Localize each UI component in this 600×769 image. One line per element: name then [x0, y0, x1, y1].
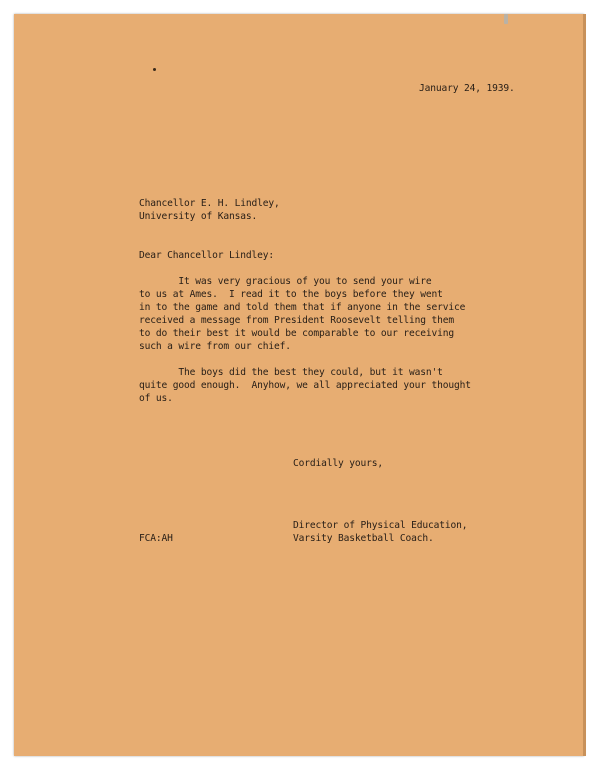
paragraph-2-line-2: quite good enough. Anyhow, we all appreciated your thought — [139, 380, 471, 391]
paragraph-1-line-6: such a wire from our chief. — [139, 341, 291, 352]
paper-edge — [583, 14, 586, 756]
signature-title-1: Director of Physical Education, — [293, 520, 468, 531]
paragraph-2-line-3: of us. — [139, 393, 173, 404]
paper-speck — [153, 68, 156, 71]
paper-mark — [504, 14, 508, 24]
recipient-line-2: University of Kansas. — [139, 211, 258, 222]
letter-page — [14, 14, 584, 756]
closing: Cordially yours, — [293, 458, 384, 469]
paragraph-1-line-1: It was very gracious of you to send your wire — [139, 276, 432, 287]
paragraph-1-line-3: in to the game and told them that if anyone in the service — [139, 302, 466, 313]
signature-title-2: Varsity Basketball Coach. — [293, 533, 434, 544]
paragraph-1-line-2: to us at Ames. I read it to the boys before they went — [139, 289, 443, 300]
recipient-line-1: Chancellor E. H. Lindley, — [139, 198, 280, 209]
salutation: Dear Chancellor Lindley: — [139, 250, 275, 261]
paragraph-2-line-1: The boys did the best they could, but it wasn't — [139, 367, 443, 378]
paragraph-1-line-5: to do their best it would be comparable to our receiving — [139, 328, 455, 339]
letter-date: January 24, 1939. — [419, 83, 515, 94]
typist-initials: FCA:AH — [139, 533, 173, 544]
paragraph-1-line-4: received a message from President Roosevelt telling them — [139, 315, 455, 326]
